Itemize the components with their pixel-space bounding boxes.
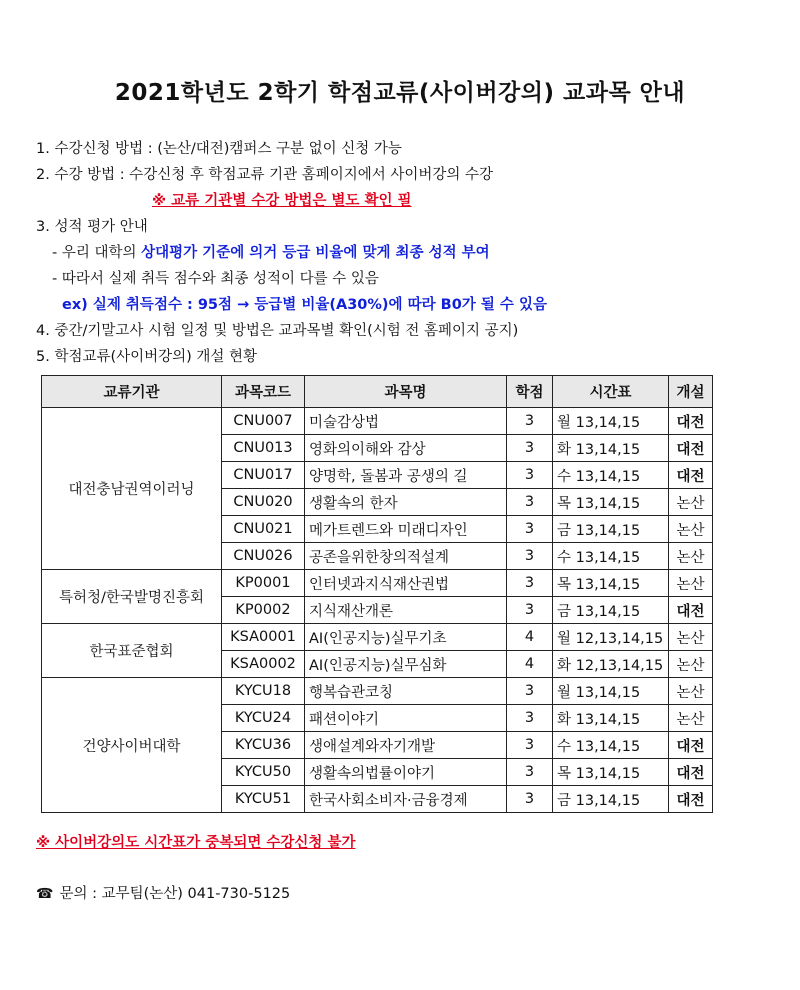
header-credit: 학점 — [507, 376, 553, 408]
course-name-cell: 한국사회소비자·금융경제 — [305, 786, 507, 813]
item-2: 2. 수강 방법 : 수강신청 후 학점교류 기관 홈페이지에서 사이버강의 수강 — [36, 167, 494, 183]
course-name-cell: 인터넷과지식재산권법 — [305, 570, 507, 597]
campus-cell: 논산 — [669, 489, 713, 516]
credit-cell: 3 — [507, 462, 553, 489]
schedule-cell: 수 13,14,15 — [553, 462, 669, 489]
item-3: 3. 성적 평가 안내 — [36, 219, 148, 235]
course-name-cell: AI(인공지능)실무심화 — [305, 651, 507, 678]
page-title: 2021학년도 2학기 학점교류(사이버강의) 교과목 안내 — [114, 80, 686, 106]
campus-cell: 대전 — [669, 408, 713, 435]
course-code-cell: CNU013 — [222, 435, 305, 462]
credit-cell: 3 — [507, 732, 553, 759]
table-row — [42, 624, 713, 651]
campus-cell: 대전 — [669, 732, 713, 759]
course-name-cell: 생활속의법률이야기 — [305, 759, 507, 786]
course-code-cell: CNU007 — [222, 408, 305, 435]
credit-cell: 3 — [507, 516, 553, 543]
item-3a — [52, 241, 490, 262]
course-name-cell: 행복습관코칭 — [305, 678, 507, 705]
campus-cell: 논산 — [669, 570, 713, 597]
course-code-cell: KYCU50 — [222, 759, 305, 786]
schedule-cell: 금 13,14,15 — [553, 516, 669, 543]
course-table — [41, 375, 713, 813]
institution-cell: 특허청/한국발명진흥회 — [42, 570, 222, 624]
header-code: 과목코드 — [222, 376, 305, 408]
contact-line — [36, 882, 290, 903]
course-name-cell: 미술감상법 — [305, 408, 507, 435]
table-row — [42, 570, 713, 597]
item-2-note-wrap — [152, 189, 412, 210]
course-code-cell: CNU017 — [222, 462, 305, 489]
schedule-cell: 수 13,14,15 — [553, 732, 669, 759]
header-schedule: 시간표 — [553, 376, 669, 408]
phone-icon: ☎ — [36, 886, 54, 902]
credit-cell: 4 — [507, 651, 553, 678]
course-code-cell: KYCU51 — [222, 786, 305, 813]
course-name-cell: 양명학, 돌봄과 공생의 길 — [305, 462, 507, 489]
course-code-cell: CNU020 — [222, 489, 305, 516]
credit-cell: 4 — [507, 624, 553, 651]
course-name-cell: 생활속의 한자 — [305, 489, 507, 516]
schedule-cell: 화 13,14,15 — [553, 435, 669, 462]
credit-cell: 3 — [507, 435, 553, 462]
credit-cell: 3 — [507, 570, 553, 597]
course-name-cell: 공존을위한창의적설계 — [305, 543, 507, 570]
schedule-cell: 월 13,14,15 — [553, 678, 669, 705]
campus-cell: 대전 — [669, 786, 713, 813]
table-row — [42, 678, 713, 705]
schedule-cell: 화 13,14,15 — [553, 705, 669, 732]
schedule-cell: 월 13,14,15 — [553, 408, 669, 435]
credit-cell: 3 — [507, 786, 553, 813]
campus-cell: 대전 — [669, 435, 713, 462]
schedule-cell: 화 12,13,14,15 — [553, 651, 669, 678]
course-code-cell: KP0002 — [222, 597, 305, 624]
course-code-cell: KYCU24 — [222, 705, 305, 732]
institution-cell: 대전충남권역이러닝 — [42, 408, 222, 570]
credit-cell: 3 — [507, 705, 553, 732]
campus-cell: 대전 — [669, 759, 713, 786]
schedule-cell: 목 13,14,15 — [553, 489, 669, 516]
course-code-cell: CNU026 — [222, 543, 305, 570]
institution-cell: 한국표준협회 — [42, 624, 222, 678]
course-code-cell: KP0001 — [222, 570, 305, 597]
contact-text: 문의 : 교무팀(논산) 041-730-5125 — [59, 886, 291, 902]
timetable-warning: ※ 사이버강의도 시간표가 중복되면 수강신청 불가 — [36, 835, 356, 851]
item-1: 1. 수강신청 방법 : (논산/대전)캠퍼스 구분 없이 신청 가능 — [36, 141, 402, 157]
course-name-cell: 생애설계와자기개발 — [305, 732, 507, 759]
course-name-cell: AI(인공지능)실무기초 — [305, 624, 507, 651]
item-4: 4. 중간/기말고사 시험 일정 및 방법은 교과목별 확인(시험 전 홈페이지 공지) — [36, 323, 519, 339]
credit-cell: 3 — [507, 597, 553, 624]
institution-cell: 건양사이버대학 — [42, 678, 222, 813]
item-2-note: ※ 교류 기관별 수강 방법은 별도 확인 필 — [152, 193, 412, 209]
table-header-row — [42, 376, 713, 408]
item-5: 5. 학점교류(사이버강의) 개설 현황 — [36, 349, 258, 365]
schedule-cell: 금 13,14,15 — [553, 786, 669, 813]
header-campus: 개설 — [669, 376, 713, 408]
course-name-cell: 지식재산개론 — [305, 597, 507, 624]
campus-cell: 대전 — [669, 597, 713, 624]
credit-cell: 3 — [507, 678, 553, 705]
course-code-cell: KSA0002 — [222, 651, 305, 678]
course-code-cell: KYCU36 — [222, 732, 305, 759]
credit-cell: 3 — [507, 543, 553, 570]
campus-cell: 논산 — [669, 543, 713, 570]
item-3a-bold: 상대평가 기준에 의거 등급 비율에 맞게 최종 성적 부여 — [141, 245, 490, 261]
credit-cell: 3 — [507, 489, 553, 516]
schedule-cell: 수 13,14,15 — [553, 543, 669, 570]
credit-cell: 3 — [507, 759, 553, 786]
credit-cell: 3 — [507, 408, 553, 435]
item-3b: - 따라서 실제 취득 점수와 최종 성적이 다를 수 있음 — [52, 271, 379, 287]
header-institution: 교류기관 — [42, 376, 222, 408]
course-code-cell: CNU021 — [222, 516, 305, 543]
schedule-cell: 목 13,14,15 — [553, 759, 669, 786]
course-code-cell: KYCU18 — [222, 678, 305, 705]
schedule-cell: 금 13,14,15 — [553, 597, 669, 624]
campus-cell: 논산 — [669, 651, 713, 678]
schedule-cell: 목 13,14,15 — [553, 570, 669, 597]
course-name-cell: 패션이야기 — [305, 705, 507, 732]
course-code-cell: KSA0001 — [222, 624, 305, 651]
campus-cell: 논산 — [669, 516, 713, 543]
campus-cell: 논산 — [669, 624, 713, 651]
course-name-cell: 영화의이해와 감상 — [305, 435, 507, 462]
header-name: 과목명 — [305, 376, 507, 408]
course-name-cell: 메가트렌드와 미래디자인 — [305, 516, 507, 543]
campus-cell: 대전 — [669, 462, 713, 489]
campus-cell: 논산 — [669, 678, 713, 705]
item-3a-prefix: - 우리 대학의 — [52, 245, 142, 261]
table-row — [42, 408, 713, 435]
item-3-example: ex) 실제 취득점수 : 95점 → 등급별 비율(A30%)에 따라 B0가 될 수 있음 — [62, 297, 547, 313]
schedule-cell: 월 12,13,14,15 — [553, 624, 669, 651]
campus-cell: 논산 — [669, 705, 713, 732]
